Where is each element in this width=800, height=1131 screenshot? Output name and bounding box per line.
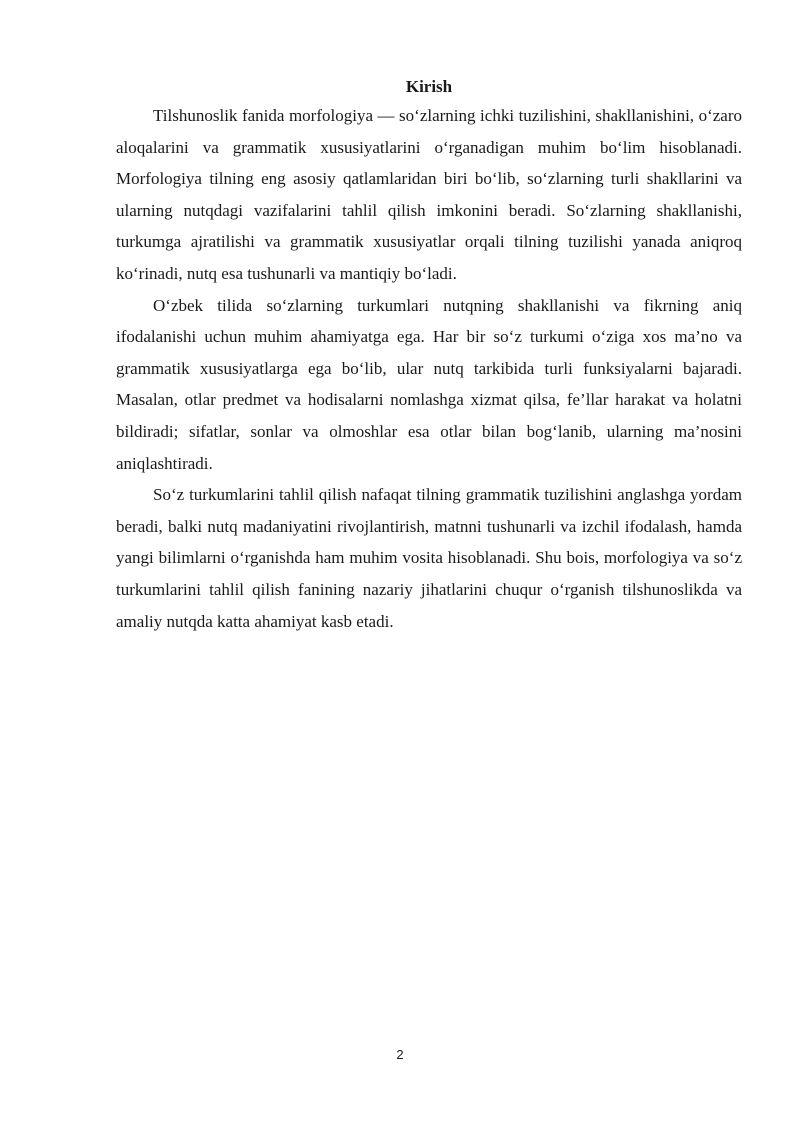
paragraph-2: O‘zbek tilida so‘zlarning turkumlari nutqning shakllanishi va fikrning aniq ifodalanishi uchun muhim ahamiyatga ega. Har bir so‘z turkumi o‘ziga xos ma’no va grammatik xususiyatlarga ega bo‘lib, ular nutq tarkibida turli funksiyalarni bajaradi. Masalan, otlar predmet va hodisalarni nomlashga xizmat qilsa, fe’llar harakat va holatni bildiradi; sifatlar, sonlar va olmoshlar esa otlar bilan bog‘lanib, ularning ma’nosini aniqlashtiradi. (116, 295, 742, 473)
page-number: 2 (396, 1047, 404, 1062)
section-heading: Kirish (405, 77, 453, 96)
page-content (116, 74, 742, 637)
paragraph-3: So‘z turkumlarini tahlil qilish nafaqat tilning grammatik tuzilishini anglashga yordam beradi, balki nutq madaniyatini rivojlantirish, matnni tushunarli va izchil ifodalash, hamda yangi bilimlarni o‘rganishda ham muhim vosita hisoblanadi. Shu bois, morfologiya va so‘z turkumlarini tahlil qilish fanining nazariy jihatlarini chuqur o‘rganish tilshunoslikda va amaliy nutqda katta ahamiyat kasb etadi. (116, 485, 742, 631)
paragraph-1: Tilshunoslik fanida morfologiya — so‘zlarning ichki tuzilishini, shakllanishini, o‘zaro aloqalarini va grammatik xususiyatlarini o‘rganadigan muhim bo‘lim hisoblanadi. Morfologiya tilning eng asosiy qatlamlaridan biri bo‘lib, so‘zlarning turli shakllarini va ularning nutqdagi vazifalarini tahlil qilish imkonini beradi. So‘zlarning shakllanishi, turkumga ajratilishi va grammatik xususiyatlar orqali tilning tuzilishi yanada aniqroq ko‘rinadi, nutq esa tushunarli va mantiqiy bo‘ladi. (116, 106, 742, 283)
